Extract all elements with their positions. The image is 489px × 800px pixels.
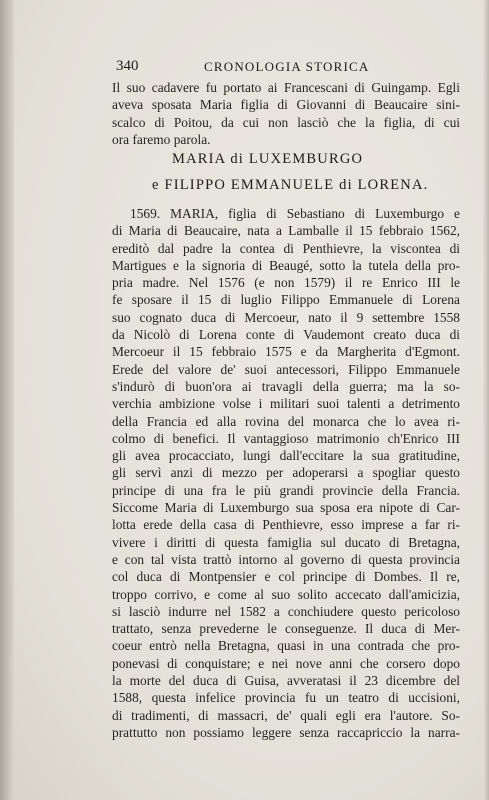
text-line: ponevasi di conquistare; e nei nove anni che corsero dopo (112, 655, 460, 671)
text-line: fe sposare il 15 di luglio Filippo Emmanuele di Lorena (112, 292, 460, 308)
text-line: Mercoeur il 15 febbraio 1575 e da Margherita d'Egmont. (112, 344, 460, 360)
text-line: della Francia ed alla rovina del monarca che lo avea ri- (112, 413, 460, 429)
text-line: colmo di benefici. Il vantaggioso matrimonio ch'Enrico III (112, 430, 460, 446)
page-header (116, 58, 442, 78)
text-line: gli servì anzi di mezzo per adoperarsi a spogliar questo (112, 465, 460, 481)
running-title: CRONOLOGIA STORICA (204, 59, 370, 74)
section-title: MARIA di LUXEMBURGO (172, 151, 364, 167)
text-line: lotta erede della casa di Penthievre, esso imprese a far ri- (112, 517, 460, 533)
text-line: ora faremo parola. (112, 131, 211, 147)
text-line: pria madre. Nel 1576 (e non 1579) il re Enrico III le (112, 275, 460, 291)
text-line: di Maria di Beaucaire, nata a Lamballe il 15 febbraio 1562, (112, 223, 460, 239)
text-line: Martigues e la signoria di Beaugé, sotto la tutela della pro- (112, 257, 460, 273)
text-line: s'indurò di buon'ora ai travagli della guerra; ma la so- (112, 378, 460, 394)
page-number: 340 (116, 58, 139, 74)
text-line: principe di una fra le più grandi provincie della Francia. (112, 482, 460, 498)
text-line: 1588, questa infelice provincia fu un teatro di uccisioni, (112, 690, 460, 706)
body-paragraph (112, 205, 460, 741)
text-line: trattato, senza prevederne le conseguenze. Il duca di Mer- (112, 621, 460, 637)
text-line: col duca di Montpensier e col principe di Dombes. Il re, (112, 569, 460, 585)
text-line: di tradimenti, di massacri, de' quali egli era l'autore. So- (112, 707, 460, 723)
text-line: gli avea procacciato, lungi dall'eccitare la sua gratitudine, (112, 448, 460, 464)
text-line: coeur entrò nella Bretagna, quasi in una contrada che pro- (112, 638, 460, 654)
text-line: ereditò dal padre la contea di Penthievre, la viscontea di (112, 240, 460, 256)
text-line: scalco di Poitou, da cui non lasciò che la figlia, di cui (112, 114, 460, 130)
text-line: Erede del valore de' suoi antecessori, Filippo Emmanuele (112, 361, 460, 377)
text-line: suo cognato duca di Mercoeur, nato il 9 settembre 1558 (112, 309, 460, 325)
text-line: la morte del duca di Guisa, avveratasi il 23 dicembre del (112, 673, 460, 689)
text-line: prattutto non possiamo leggere senza raccapriccio la narra- (112, 724, 460, 740)
text-line: Siccome Maria di Luxemburgo sua sposa era nipote di Car- (112, 500, 460, 516)
text-line: 1569. MARIA, figlia di Sebastiano di Luxemburgo e (130, 206, 460, 221)
text-line: aveva sposata Maria figlia di Giovanni di Beaucaire sini- (112, 97, 460, 113)
text-line: troppo corrivo, e come al suo solito accecato dall'amicizia, (112, 586, 460, 602)
text-line: da Nicolò di Lorena conte di Vaudemont creato duca di (112, 327, 460, 343)
text-line: Il suo cadavere fu portato ai Francescani di Guingamp. Egli (112, 80, 460, 95)
continuation-paragraph (112, 79, 460, 148)
section-subtitle: e FILIPPO EMMANUELE di LORENA. (152, 177, 429, 193)
page-gutter-shadow (0, 0, 14, 800)
text-line: vivere i diritti di questa famiglia sul ducato di Bretagna, (112, 534, 460, 550)
text-line: e con tal vista trattò intorno al governo di questa provincia (112, 551, 460, 567)
page-edge-shadow (483, 0, 489, 800)
text-line: verchia ambizione volse i militari suoi talenti a detrimento (112, 396, 460, 412)
text-line: si lasciò indurre nel 1582 a conchiudere questo pericoloso (112, 603, 460, 619)
